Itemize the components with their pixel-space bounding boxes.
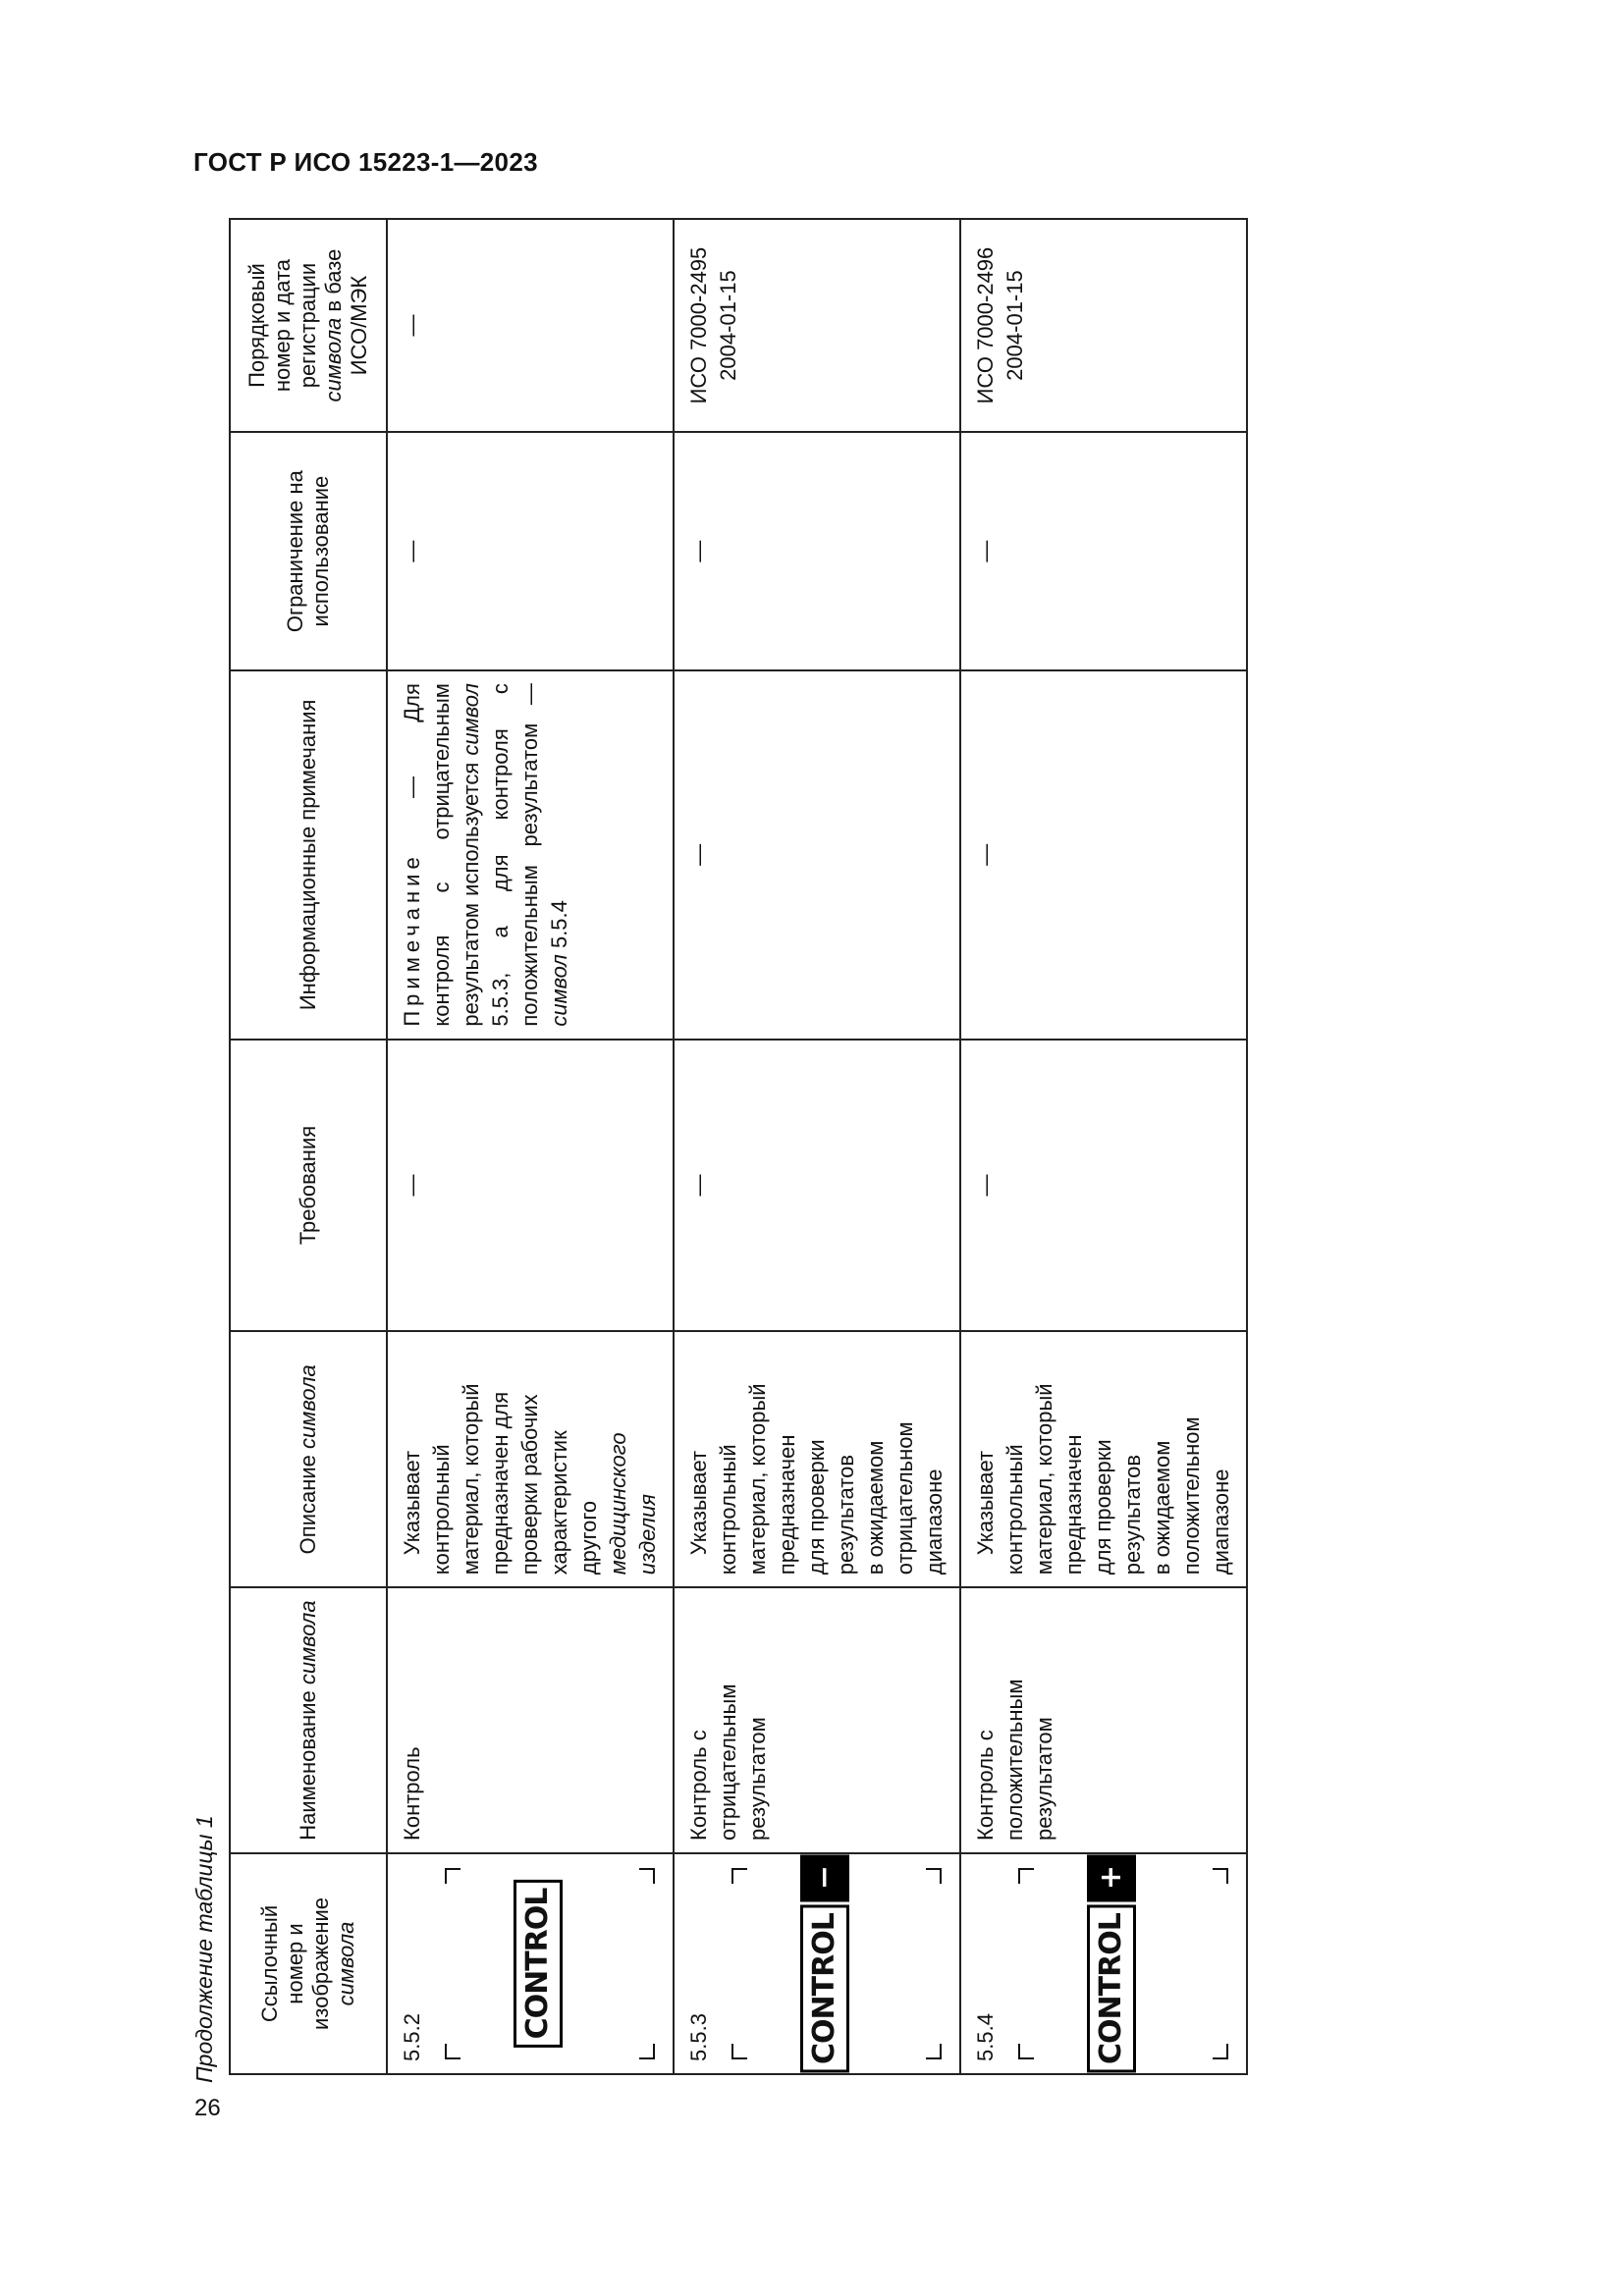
- limitation-cell: —: [387, 432, 674, 670]
- corner-mark-icon: [445, 2044, 460, 2059]
- col-header-description: Описание символа: [230, 1331, 387, 1587]
- corner-mark-icon: [731, 2044, 747, 2059]
- table-row: [960, 219, 1247, 2074]
- corner-mark-icon: [639, 1868, 655, 1884]
- rotated-table-area: [189, 218, 1233, 2083]
- requirements-cell: —: [674, 1040, 960, 1332]
- col-header-registration: Порядковый номер и дата регистрации символа в базе ИСО/МЭК: [230, 219, 387, 432]
- registration-cell: —: [387, 219, 674, 432]
- page-number: 26: [194, 2095, 221, 2121]
- control-symbol-icon: CONTROL: [514, 1880, 563, 2049]
- symbol-name: Контроль: [387, 1587, 674, 1853]
- ref-number: 5.5.4: [973, 2013, 998, 2061]
- corner-mark-icon: [1213, 2044, 1228, 2059]
- control-negative-symbol-icon: CONTROL −: [800, 1854, 849, 2073]
- symbol-name: Контроль с отрицательным результатом: [674, 1587, 960, 1853]
- table-caption: Продолжение таблицы 1: [191, 1815, 217, 2083]
- symbol-cell: [960, 1853, 1247, 2074]
- col-header-limitation: Ограничение на использование: [230, 432, 387, 670]
- col-header-ref: Ссылочный номер и изображение символа: [230, 1853, 387, 2074]
- ref-number: 5.5.3: [686, 2013, 711, 2061]
- limitation-cell: —: [960, 432, 1247, 670]
- symbol-description: Указывает контрольный материал, который предназначен для проверки рабочих характеристик другого медицинского изделия: [387, 1331, 674, 1587]
- table-row: [387, 219, 674, 2074]
- corner-mark-icon: [1018, 2044, 1034, 2059]
- symbol-name: Контроль с положительным результатом: [960, 1587, 1247, 1853]
- requirements-cell: —: [387, 1040, 674, 1332]
- document-header: ГОСТ Р ИСО 15223-1—2023: [193, 147, 538, 177]
- registration-cell: ИСО 7000-2495 2004-01-15: [674, 219, 960, 432]
- corner-mark-icon: [926, 1868, 942, 1884]
- ref-number: 5.5.2: [400, 2013, 424, 2061]
- col-header-requirements: Требования: [230, 1040, 387, 1332]
- corner-mark-icon: [731, 1868, 747, 1884]
- symbols-table: [229, 218, 1248, 2075]
- registration-cell: ИСО 7000-2496 2004-01-15: [960, 219, 1247, 432]
- table-header-row: [230, 219, 387, 2074]
- requirements-cell: —: [960, 1040, 1247, 1332]
- corner-mark-icon: [639, 2044, 655, 2059]
- col-header-name: Наименование символа: [230, 1587, 387, 1853]
- symbol-cell: [674, 1853, 960, 2074]
- control-positive-symbol-icon: CONTROL +: [1087, 1854, 1136, 2073]
- col-header-info: Информационные примечания: [230, 670, 387, 1040]
- corner-mark-icon: [1018, 1868, 1034, 1884]
- corner-mark-icon: [926, 2044, 942, 2059]
- corner-mark-icon: [445, 1868, 460, 1884]
- info-note-cell: —: [960, 670, 1247, 1040]
- info-note-cell: —: [674, 670, 960, 1040]
- symbol-description: Указывает контрольный материал, который предназначен для проверки результатов в ожидаемом положительном диапазоне: [960, 1331, 1247, 1587]
- symbol-description: Указывает контрольный материал, который предназначен для проверки результатов в ожидаемом отрицательном диапазоне: [674, 1331, 960, 1587]
- info-note-cell: Примечание — Для контроля с отрицательным результатом используется символ 5.5.3, а для контроля с положительным результатом — символ 5.5.4: [387, 670, 674, 1040]
- limitation-cell: —: [674, 432, 960, 670]
- table-row: [674, 219, 960, 2074]
- symbol-cell: [387, 1853, 674, 2074]
- corner-mark-icon: [1213, 1868, 1228, 1884]
